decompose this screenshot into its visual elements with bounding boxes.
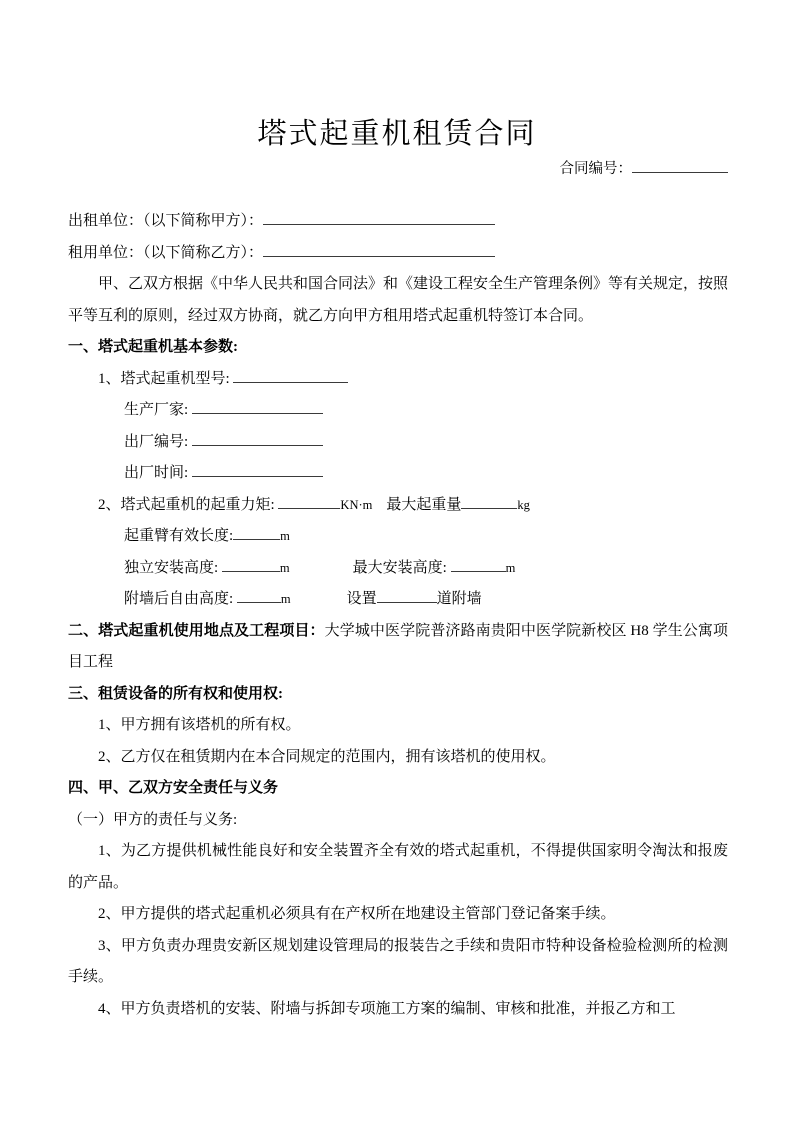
contract-number-blank[interactable] xyxy=(632,158,728,174)
section-four-item-4: 4、甲方负责塔机的安装、附墙与拆卸专项施工方案的编制、审核和批准，并报乙方和工 xyxy=(98,1000,676,1017)
max-lifting-weight-label: 最大起重量 xyxy=(386,496,462,513)
max-height-label: 最大安装高度: xyxy=(352,559,447,576)
crane-model-blank[interactable] xyxy=(233,367,348,383)
free-height-unit: m xyxy=(280,592,291,606)
page-title: 塔式起重机租赁合同 xyxy=(257,118,537,151)
free-height-label: 附墙后自由高度: xyxy=(124,591,234,607)
lessor-label: 出租单位：（以下简称甲方）： xyxy=(68,213,264,229)
independent-height-label: 独立安装高度: xyxy=(124,559,219,576)
section-two-heading: 二、塔式起重机使用地点及工程项目： xyxy=(68,622,325,639)
section-two-line xyxy=(68,616,728,679)
max-height-blank[interactable] xyxy=(451,556,506,572)
section-four-item-1: 1、为乙方提供机械性能良好和安全装置齐全有效的塔式起重机，不得提供国家明令淘汰和报废的产品。 xyxy=(68,843,728,891)
wall-anchor-blank[interactable] xyxy=(377,587,437,603)
serial-number-label: 出厂编号: xyxy=(124,433,189,450)
section-four-item-2: 2、甲方提供的塔式起重机必须具有在产权所在地建设主管部门登记备案手续。 xyxy=(98,906,616,922)
section-three-item-1: 1、甲方拥有该塔机的所有权。 xyxy=(98,717,301,733)
manufacturer-label: 生产厂家: xyxy=(124,402,189,418)
jib-length-line xyxy=(68,521,728,553)
installation-height-line xyxy=(68,553,728,585)
document-body xyxy=(68,206,728,1025)
independent-height-blank[interactable] xyxy=(222,556,280,572)
max-lifting-weight-blank[interactable] xyxy=(461,493,517,509)
lessee-line xyxy=(68,238,728,270)
section-two-value: 大学城中医学院普济路南贵阳中医学院新校区 H8 学生公寓项目工程 xyxy=(68,622,728,670)
contract-number-label: 合同编号： xyxy=(559,161,632,177)
max-height-unit: m xyxy=(505,560,516,575)
jib-length-blank[interactable] xyxy=(233,524,280,540)
lessee-label: 租用单位：（以下简称乙方）： xyxy=(68,244,264,261)
wall-anchor-suffix: 道附墙 xyxy=(436,591,482,607)
section-three-item-2: 2、乙方仅在租赁期内在本合同规定的范围内，拥有该塔机的使用权。 xyxy=(98,748,556,765)
section-three-heading: 三、租赁设备的所有权和使用权: xyxy=(68,685,283,702)
lessee-blank[interactable] xyxy=(263,241,495,257)
free-height-line xyxy=(68,584,728,616)
wall-anchor-prefix: 设置 xyxy=(346,591,377,607)
max-lifting-weight-unit: kg xyxy=(517,497,530,512)
manufacture-date-blank[interactable] xyxy=(192,461,323,477)
section-four-heading: 四、甲、乙双方安全责任与义务 xyxy=(68,780,279,796)
serial-number-line xyxy=(68,427,728,459)
manufacturer-line xyxy=(68,395,728,427)
lessor-line xyxy=(68,206,728,238)
jib-length-unit: m xyxy=(280,529,290,543)
lifting-moment-label: 2、塔式起重机的起重力矩: xyxy=(98,496,275,513)
section-one-heading: 一、塔式起重机基本参数: xyxy=(68,339,238,355)
manufacture-date-line xyxy=(68,458,728,490)
section-four-subsection-a: （一）甲方的责任与义务: xyxy=(68,811,238,828)
manufacturer-blank[interactable] xyxy=(192,398,323,414)
contract-number-field xyxy=(560,157,729,178)
crane-model-label: 1、塔式起重机型号: xyxy=(98,370,230,387)
lifting-moment-line xyxy=(68,490,728,522)
serial-number-blank[interactable] xyxy=(192,430,323,446)
jib-length-label: 起重臂有效长度: xyxy=(124,528,234,544)
lifting-moment-blank[interactable] xyxy=(278,493,340,509)
manufacture-date-label: 出厂时间: xyxy=(124,465,189,481)
lifting-moment-unit: KN·m xyxy=(340,497,373,512)
section-four-item-3: 3、甲方负责办理贵安新区规划建设管理局的报装告之手续和贵阳市特种设备检验检测所的检测手续。 xyxy=(68,937,728,985)
free-height-blank[interactable] xyxy=(237,587,281,603)
preamble-paragraph: 甲、乙双方根据《中华人民共和国合同法》和《建设工程安全生产管理条例》等有关规定，按照平等互利的原则，经过双方协商，就乙方向甲方租用塔式起重机特签订本合同。 xyxy=(68,276,729,324)
independent-height-unit: m xyxy=(279,560,290,575)
crane-model-line xyxy=(68,364,728,396)
lessor-blank[interactable] xyxy=(263,209,495,225)
